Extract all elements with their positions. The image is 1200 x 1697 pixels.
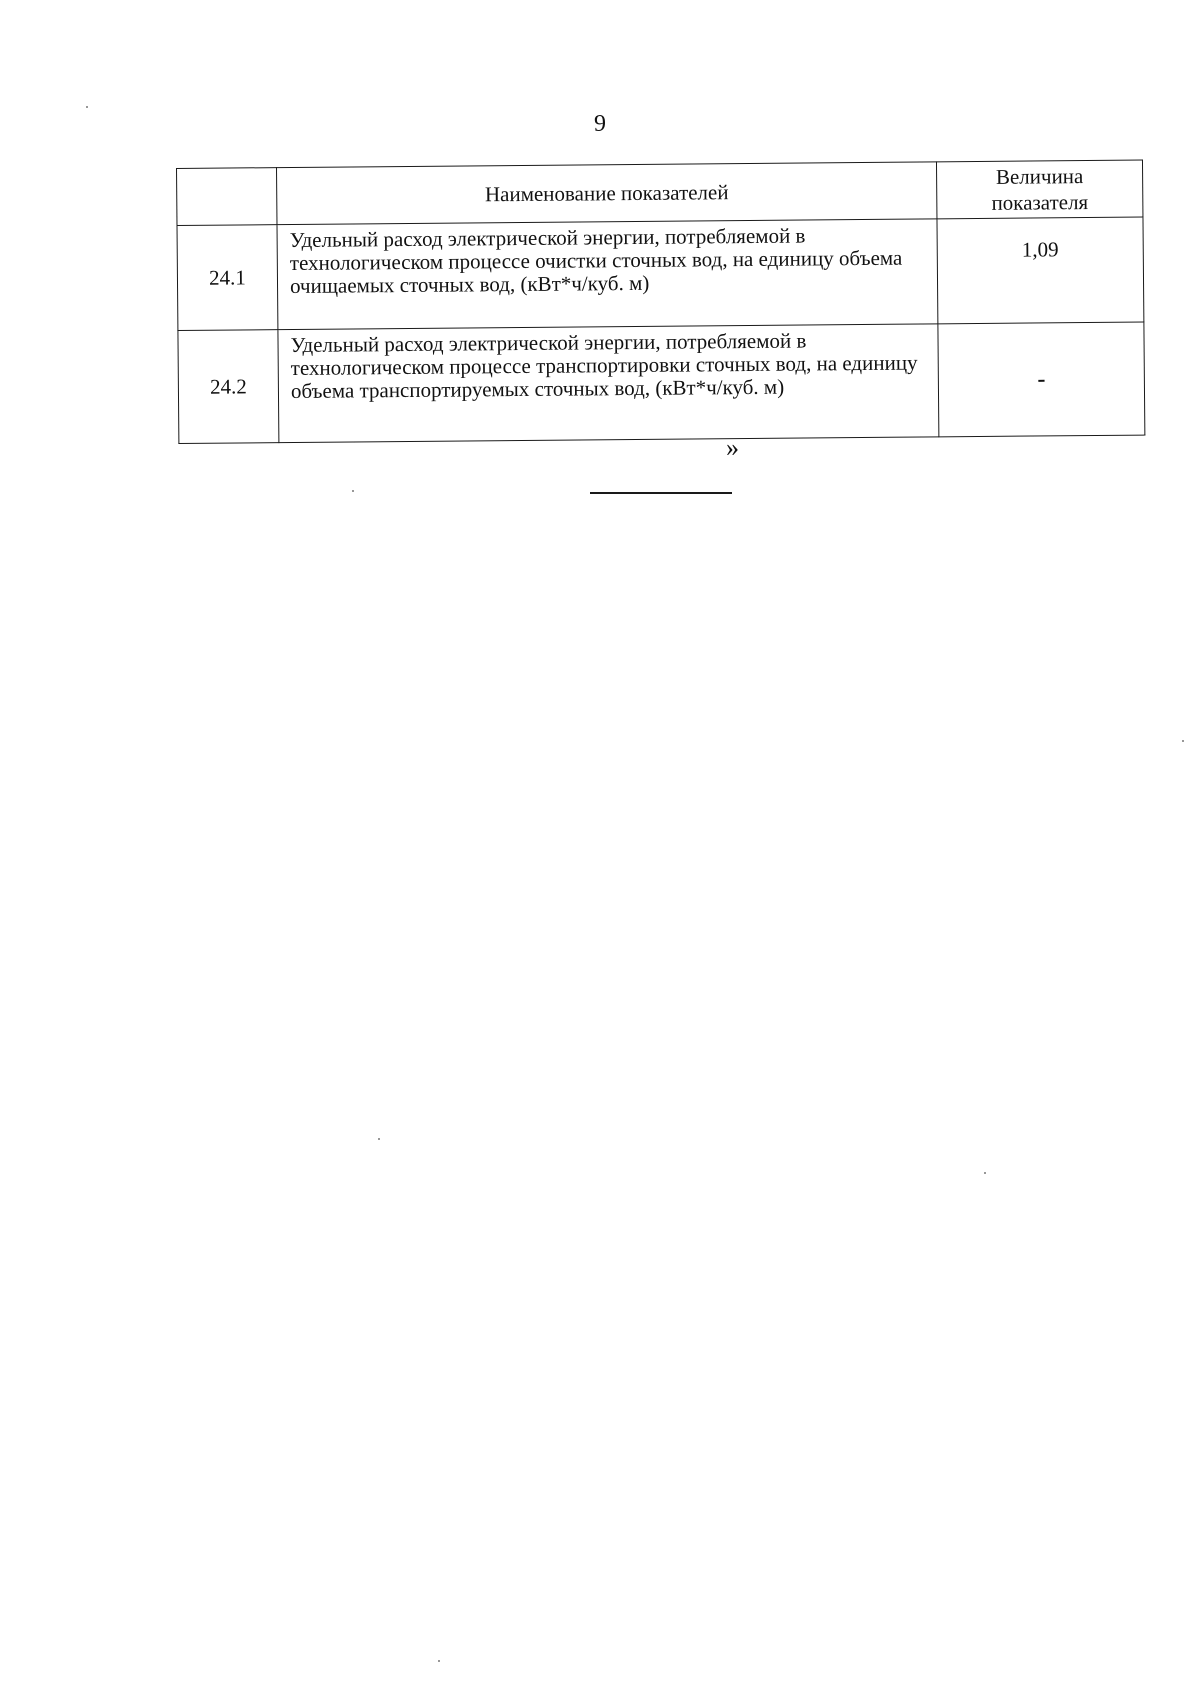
header-number-cell bbox=[177, 168, 277, 226]
table-row bbox=[177, 217, 1144, 330]
scan-speck bbox=[984, 1172, 986, 1174]
row-name-cell: Удельный расход электрической энергии, потребляемой в технологическом процессе очистки сточных вод, на единицу объема очищаемых сточных вод, (кВт*ч/куб. м) bbox=[277, 219, 938, 330]
header-name-cell: Наименование показателей bbox=[277, 162, 937, 225]
header-value-line2: показателя bbox=[991, 190, 1089, 215]
page-number: 9 bbox=[594, 111, 606, 137]
table-header-row bbox=[177, 160, 1143, 225]
header-value-line1: Величина bbox=[995, 164, 1084, 189]
table-row bbox=[178, 322, 1145, 443]
row-value-cell: 1,09 bbox=[937, 217, 1144, 324]
scan-speck bbox=[378, 1138, 380, 1140]
end-divider bbox=[590, 492, 732, 494]
row-number-cell: 24.2 bbox=[178, 330, 279, 444]
row-name-cell: Удельный расход электрической энергии, потребляемой в технологическом процессе транспортировки сточных вод, на единицу объема транспортируемых сточных вод, (кВт*ч/куб. м) bbox=[278, 324, 939, 443]
indicators-table bbox=[176, 160, 1145, 444]
scan-speck bbox=[438, 1660, 440, 1662]
row-value-cell: - bbox=[938, 322, 1145, 437]
header-value-cell bbox=[936, 160, 1142, 219]
closing-quote: » bbox=[726, 433, 739, 462]
row-number-cell: 24.1 bbox=[177, 225, 278, 331]
scan-speck bbox=[352, 490, 354, 492]
scan-speck bbox=[1182, 740, 1184, 742]
scan-speck bbox=[86, 106, 88, 108]
